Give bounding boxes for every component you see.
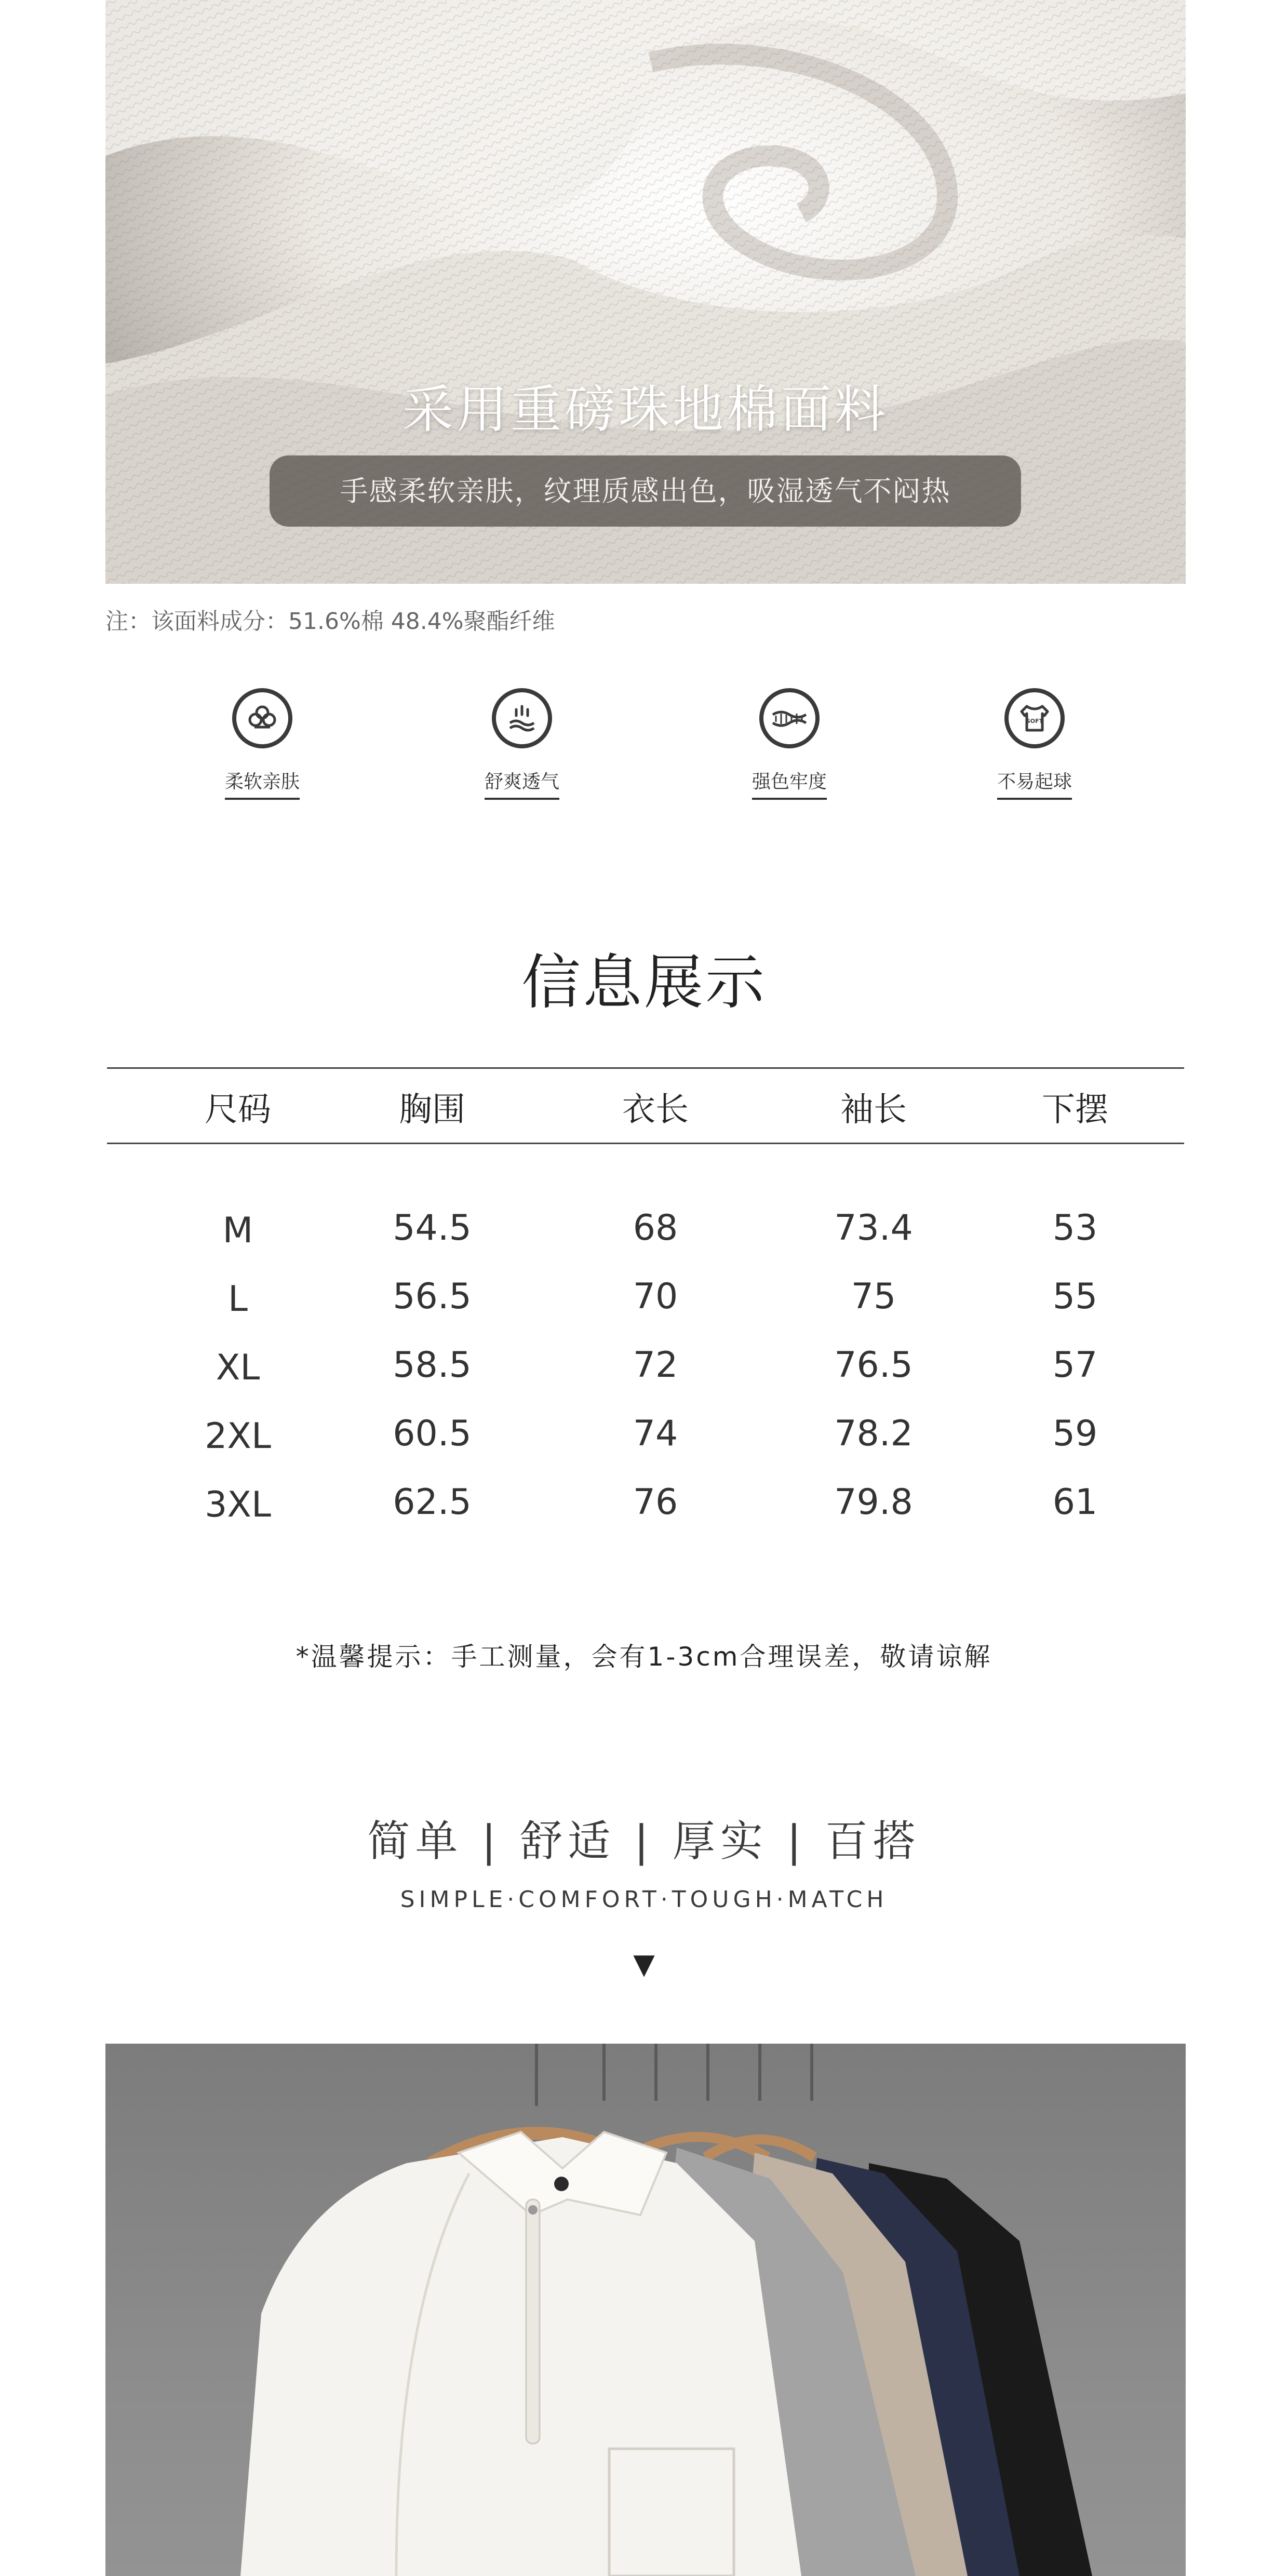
table-cell: 56.5: [393, 1276, 472, 1317]
table-cell: 76: [633, 1482, 678, 1523]
feature-label: 柔软亲肤: [225, 767, 300, 800]
table-cell: 60.5: [393, 1413, 472, 1454]
table-header: 袖长: [840, 1091, 907, 1129]
table-cell: 74: [633, 1413, 678, 1454]
table-cell: 75: [851, 1276, 896, 1317]
feature-breathable: [428, 688, 615, 800]
table-cell: 58.5: [393, 1345, 472, 1386]
feature-soft: [169, 688, 356, 800]
table-cell-size: 2XL: [205, 1416, 271, 1457]
table-cell-size: XL: [216, 1347, 260, 1388]
table-cell: 70: [633, 1276, 678, 1317]
feature-label: 不易起球: [997, 767, 1072, 800]
fabric-hero-image: [105, 0, 1186, 584]
hero-title: 采用重磅珠地棉面料: [402, 380, 889, 439]
measurement-note: *温馨提示：手工测量，会有1-3cm合理误差，敬请谅解: [296, 1642, 992, 1672]
slogan-english: SIMPLE·COMFORT·TOUGH·MATCH: [400, 1886, 888, 1913]
table-header: 衣长: [622, 1091, 689, 1129]
table-cell: 68: [633, 1208, 678, 1249]
table-cell: 62.5: [393, 1482, 472, 1523]
table-header: 胸围: [399, 1091, 465, 1129]
table-cell: 79.8: [834, 1482, 913, 1523]
table-header-rule: [107, 1143, 1184, 1144]
table-cell: 53: [1052, 1208, 1098, 1249]
table-cell: 57: [1052, 1345, 1098, 1386]
table-cell-size: M: [222, 1210, 253, 1251]
table-header: 下摆: [1042, 1091, 1108, 1129]
table-header: 尺码: [205, 1091, 271, 1129]
hero-subtitle: 手感柔软亲肤，纹理质感出色，吸湿透气不闷热: [270, 455, 1021, 527]
table-cell: 59: [1052, 1413, 1098, 1454]
shirts-on-hangers-illustration: [105, 2044, 1186, 2576]
table-cell: 76.5: [834, 1345, 913, 1386]
feature-colorfast: [696, 688, 883, 800]
section-title: 信息展示: [521, 948, 767, 1017]
table-cell: 73.4: [834, 1208, 913, 1249]
table-cell-size: 3XL: [205, 1484, 271, 1525]
airflow-icon: [492, 688, 552, 748]
feature-label: 舒爽透气: [485, 767, 559, 800]
table-cell: 55: [1052, 1276, 1098, 1317]
table-cell: 61: [1052, 1482, 1098, 1523]
table-cell-size: L: [228, 1279, 248, 1320]
table-top-rule: [107, 1067, 1184, 1069]
shirts-photo: [105, 2044, 1186, 2576]
table-cell: 78.2: [834, 1413, 913, 1454]
cotton-icon: [232, 688, 292, 748]
tshirt-soft-icon: [1004, 688, 1065, 748]
table-cell: 54.5: [393, 1208, 472, 1249]
slogan-chinese: 简单 | 舒适 | 厚实 | 百搭: [367, 1817, 921, 1866]
feature-label: 强色牢度: [752, 767, 827, 800]
down-arrow-icon: ▼: [633, 1948, 655, 1980]
fabric-strength-icon: [759, 688, 820, 748]
composition-note: 注：该面料成分：51.6%棉 48.4%聚酯纤维: [105, 608, 555, 635]
feature-anti-pilling: [941, 688, 1128, 800]
soft-badge-text: SOFT: [1026, 718, 1043, 725]
table-cell: 72: [633, 1345, 678, 1386]
